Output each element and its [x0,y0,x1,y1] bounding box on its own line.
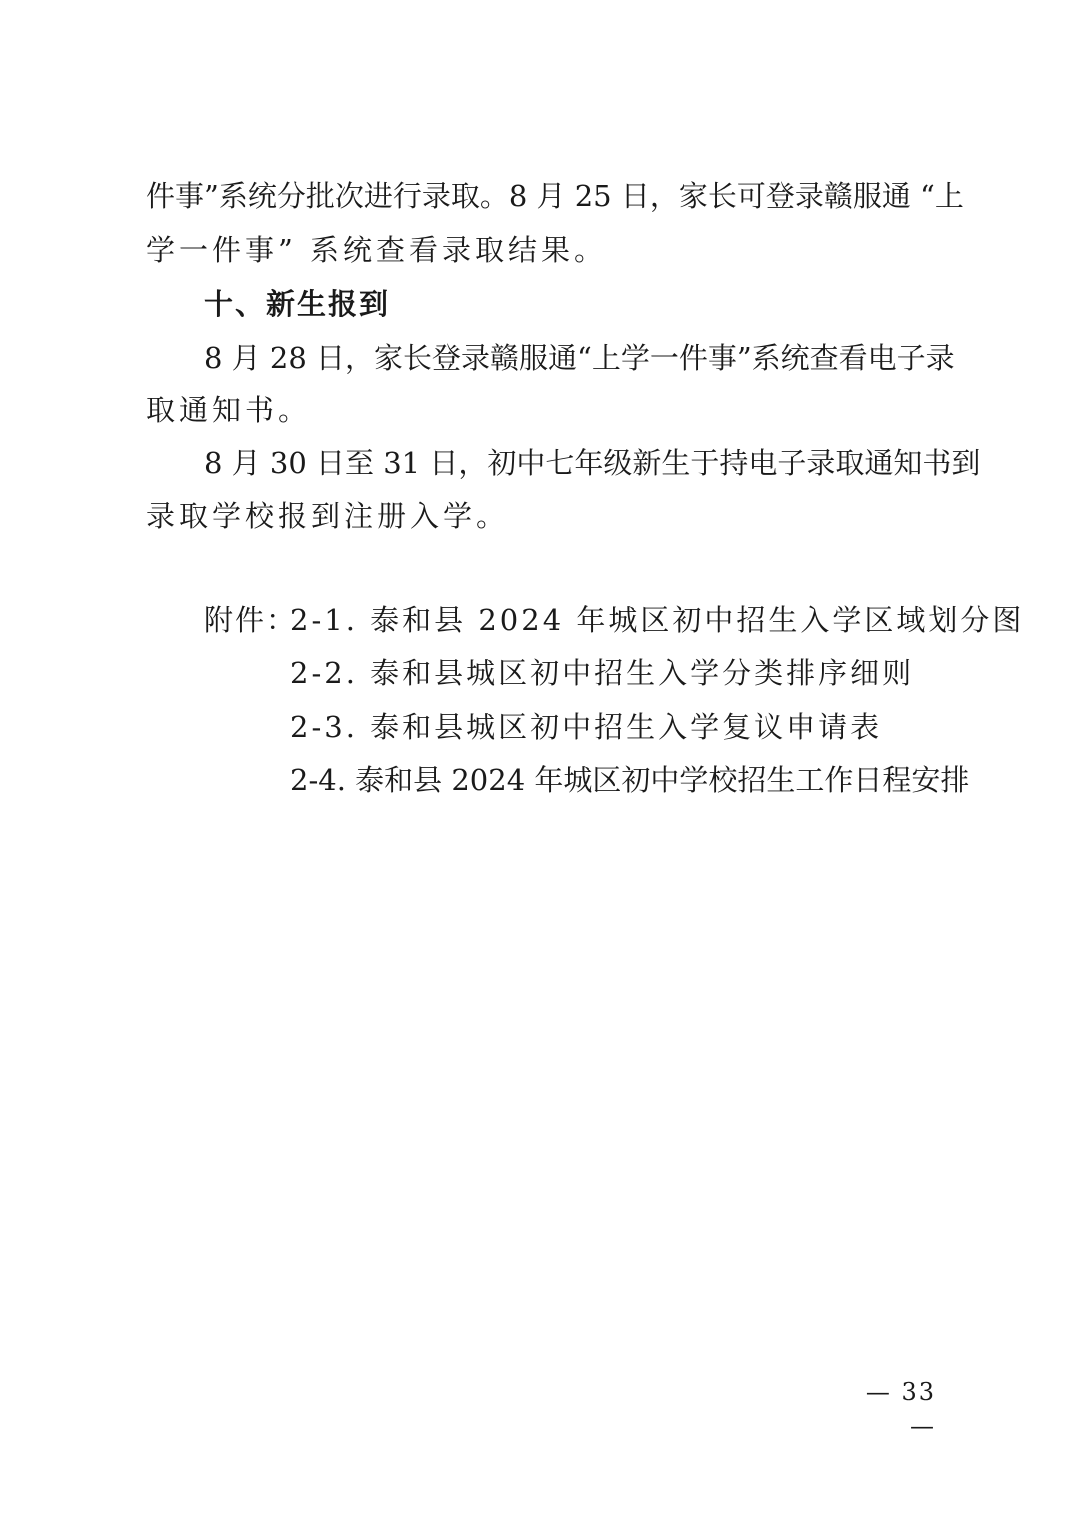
attachment-item: 2-2. 泰和县城区初中招生入学分类排序细则 [290,656,915,690]
attachments-label: 附件： [204,603,298,637]
paragraph-line: 件事”系统分批次进行录取。8 月 25 日，家长可登录赣服通 “上 [146,179,964,213]
page-number: — 33 — [865,1378,936,1440]
paragraph-line: 取通知书。 [146,393,312,427]
attachment-item: 2-3. 泰和县城区初中招生入学复议申请表 [290,710,883,744]
paragraph-line: 8 月 28 日，家长登录赣服通“上学一件事”系统查看电子录 [204,341,955,375]
paragraph-line: 录取学校报到注册入学。 [146,499,510,533]
paragraph-line: 8 月 30 日至 31 日，初中七年级新生于持电子录取通知书到 [204,446,981,480]
attachment-item: 2-4. 泰和县 2024 年城区初中学校招生工作日程安排 [290,763,970,797]
section-heading: 十、新生报到 [204,287,391,321]
paragraph-line: 学一件事” 系统查看录取结果。 [146,233,608,267]
attachment-item: 2-1. 泰和县 2024 年城区初中招生入学区域划分图 [290,603,1025,637]
